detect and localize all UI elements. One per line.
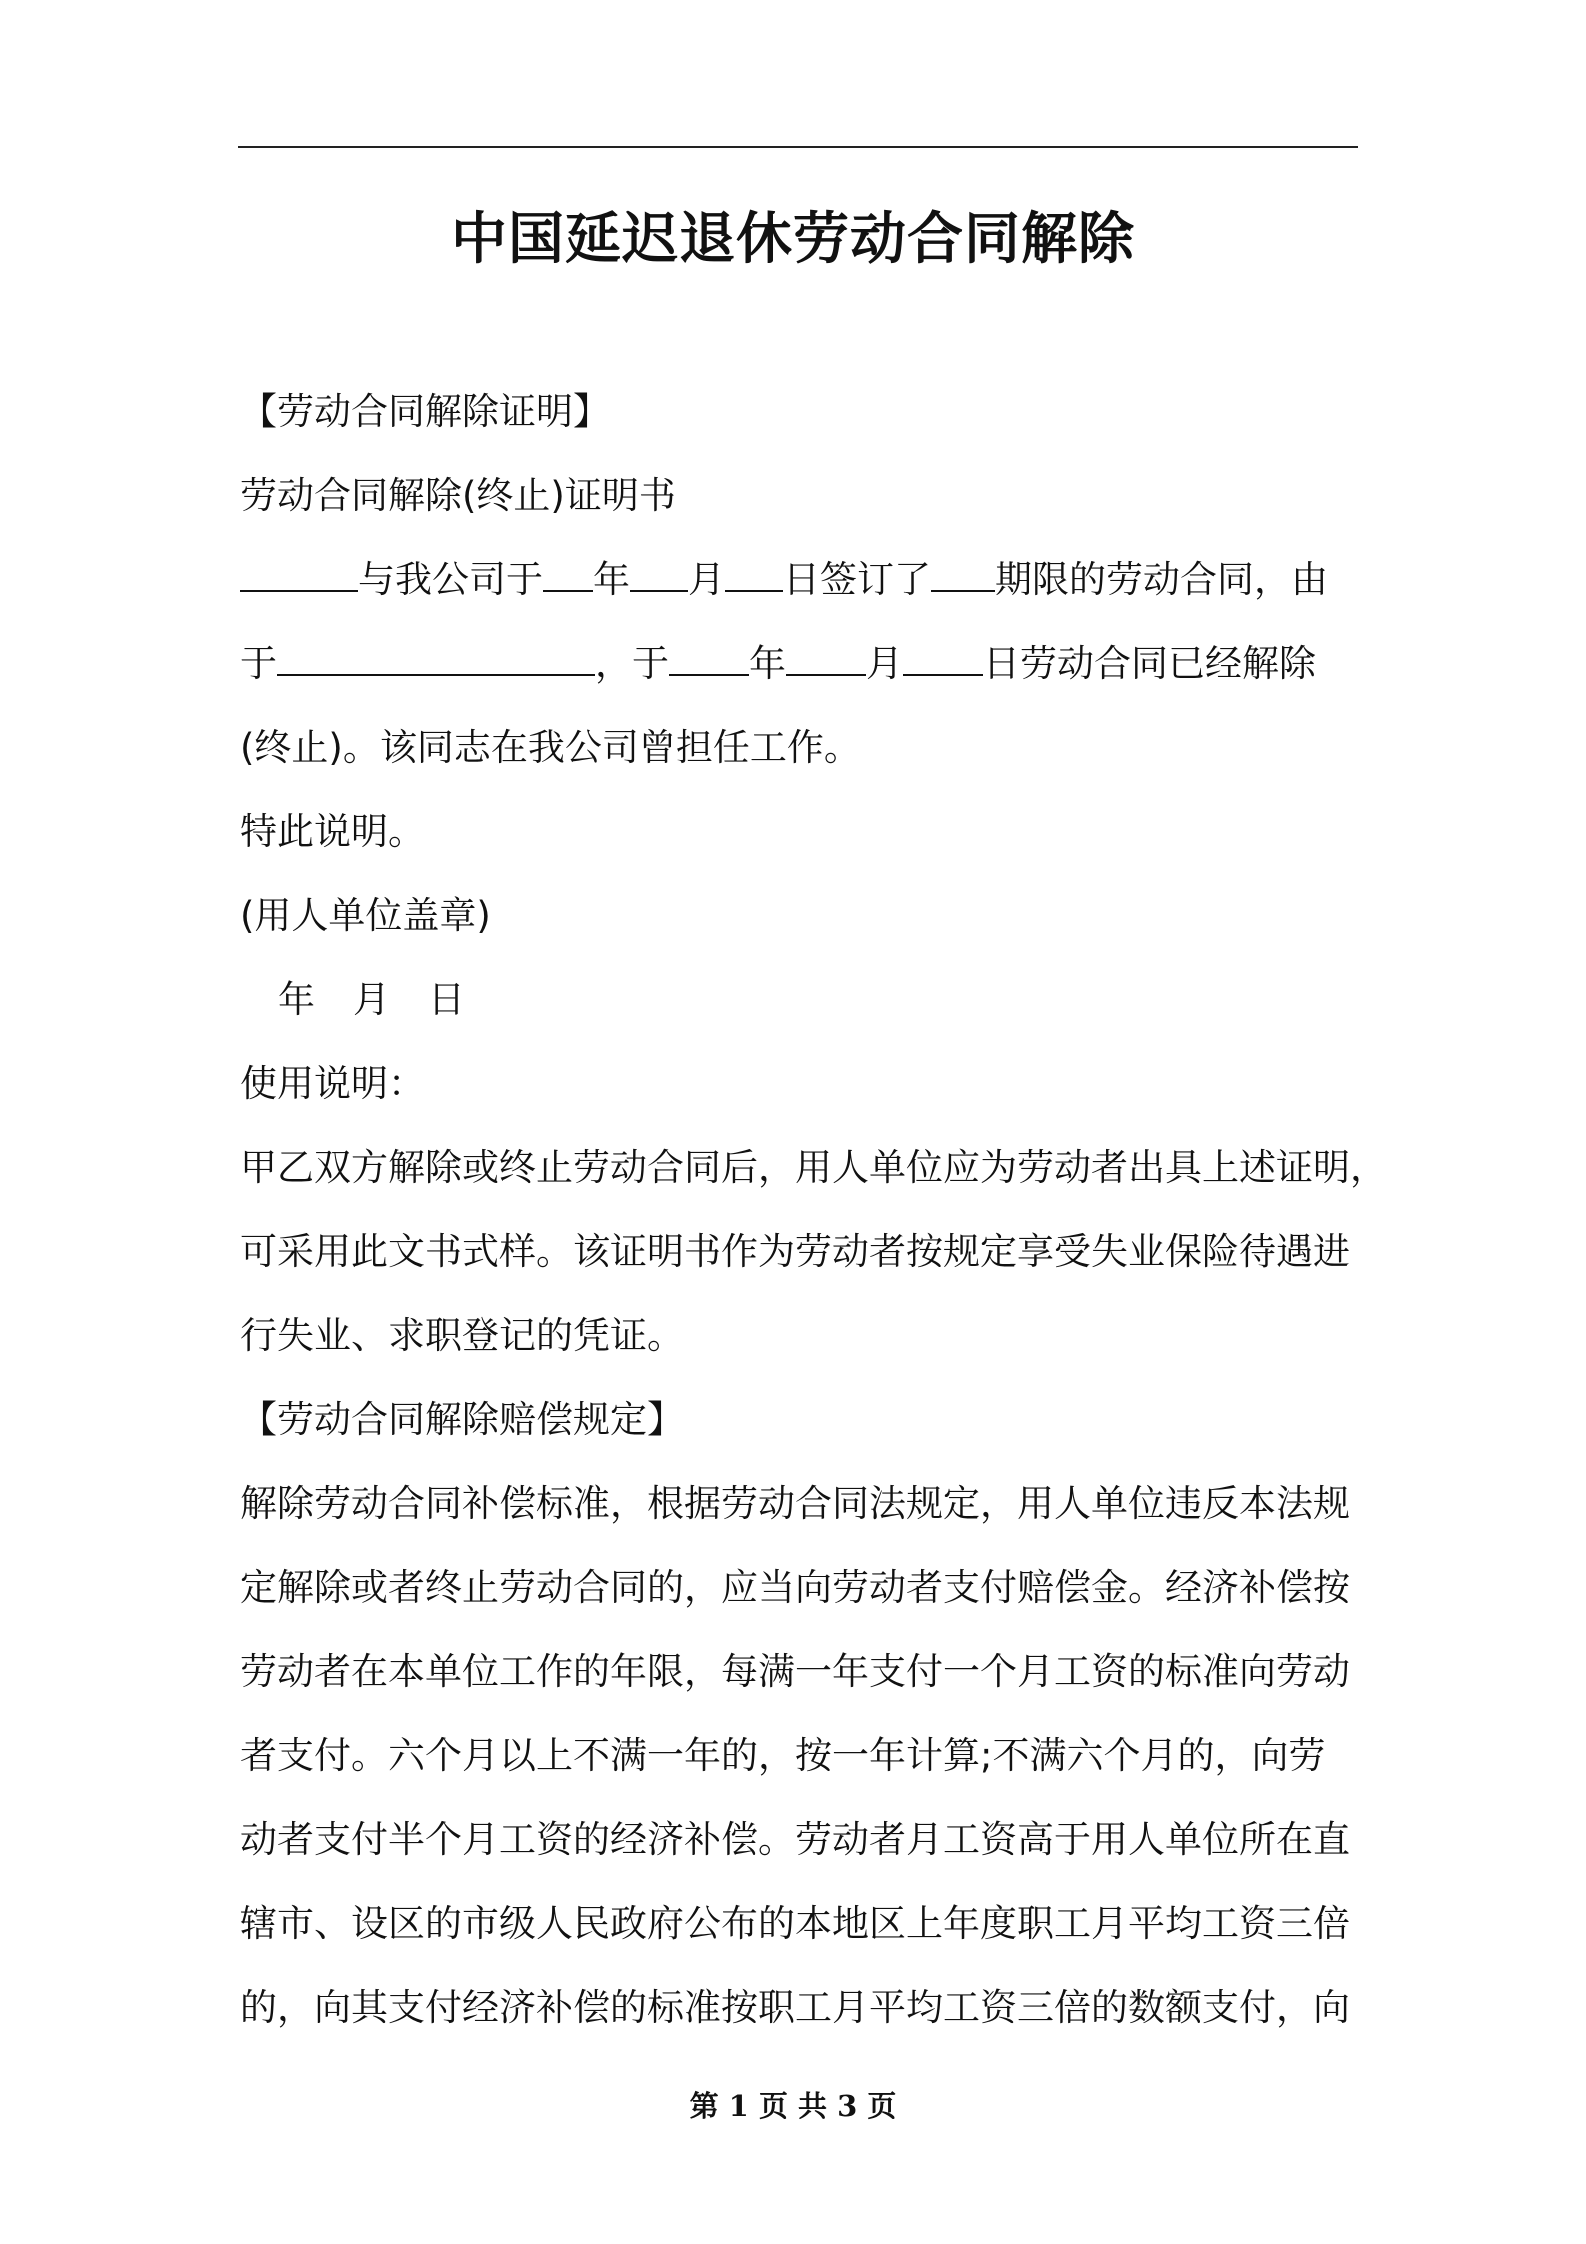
end-day-blank (903, 642, 983, 676)
certificate-text: 期限的劳动合同，由 (995, 558, 1328, 601)
date-day-label: 日 (428, 978, 465, 1021)
compensation-line: 的，向其支付经济补偿的标准按职工月平均工资三倍的数额支付，向 (240, 1986, 1350, 2029)
sign-month-blank (630, 558, 688, 592)
reason-blank (277, 642, 595, 676)
document-body (240, 370, 1400, 2050)
signature-date (240, 958, 1400, 1042)
certificate-text: 月 (688, 558, 725, 601)
certificate-text: ，于 (595, 642, 669, 685)
usage-line: 行失业、求职登记的凭证。 (240, 1314, 684, 1357)
certificate-subtitle: 劳动合同解除(终止)证明书 (240, 474, 676, 517)
compensation-line: 动者支付半个月工资的经济补偿。劳动者月工资高于用人单位所在直 (240, 1818, 1350, 1861)
term-blank (931, 558, 995, 592)
name-blank (240, 558, 358, 592)
date-year-label: 年 (278, 978, 315, 1021)
certificate-text: 与我公司于 (358, 558, 543, 601)
sign-year-blank (543, 558, 593, 592)
certificate-text: 日劳动合同已经解除 (983, 642, 1316, 685)
company-seal-label: (用人单位盖章) (240, 894, 491, 937)
end-year-blank (669, 642, 749, 676)
end-month-blank (786, 642, 866, 676)
hereby-statement: 特此说明。 (240, 810, 425, 853)
page-number-footer: 第 1 页 共 3 页 (689, 2089, 897, 2123)
section-heading-compensation: 【劳动合同解除赔偿规定】 (240, 1398, 684, 1441)
certificate-text: 日签订了 (783, 558, 931, 601)
compensation-line: 者支付。六个月以上不满一年的，按一年计算;不满六个月的，向劳 (240, 1734, 1326, 1777)
compensation-line: 解除劳动合同补偿标准，根据劳动合同法规定，用人单位违反本法规 (240, 1482, 1350, 1525)
header-rule (238, 146, 1358, 148)
usage-heading: 使用说明： (240, 1062, 425, 1105)
compensation-line: 劳动者在本单位工作的年限，每满一年支付一个月工资的标准向劳动 (240, 1650, 1350, 1693)
certificate-text: 于 (240, 642, 277, 685)
compensation-line: 定解除或者终止劳动合同的，应当向劳动者支付赔偿金。经济补偿按 (240, 1566, 1350, 1609)
certificate-text: 年 (593, 558, 630, 601)
certificate-line-1 (240, 538, 1400, 622)
section-heading-certificate: 【劳动合同解除证明】 (240, 390, 610, 433)
certificate-line-3: (终止)。该同志在我公司曾担任工作。 (240, 726, 861, 769)
certificate-text: 年 (749, 642, 786, 685)
certificate-line-2 (240, 622, 1400, 706)
usage-line: 甲乙双方解除或终止劳动合同后，用人单位应为劳动者出具上述证明， (240, 1146, 1387, 1189)
usage-line: 可采用此文书式样。该证明书作为劳动者按规定享受失业保险待遇进 (240, 1230, 1350, 1273)
compensation-line: 辖市、设区的市级人民政府公布的本地区上年度职工月平均工资三倍 (240, 1902, 1350, 1945)
document-title: 中国延迟退休劳动合同解除 (451, 207, 1135, 272)
date-month-label: 月 (353, 978, 390, 1021)
certificate-text: 月 (866, 642, 903, 685)
sign-day-blank (725, 558, 783, 592)
